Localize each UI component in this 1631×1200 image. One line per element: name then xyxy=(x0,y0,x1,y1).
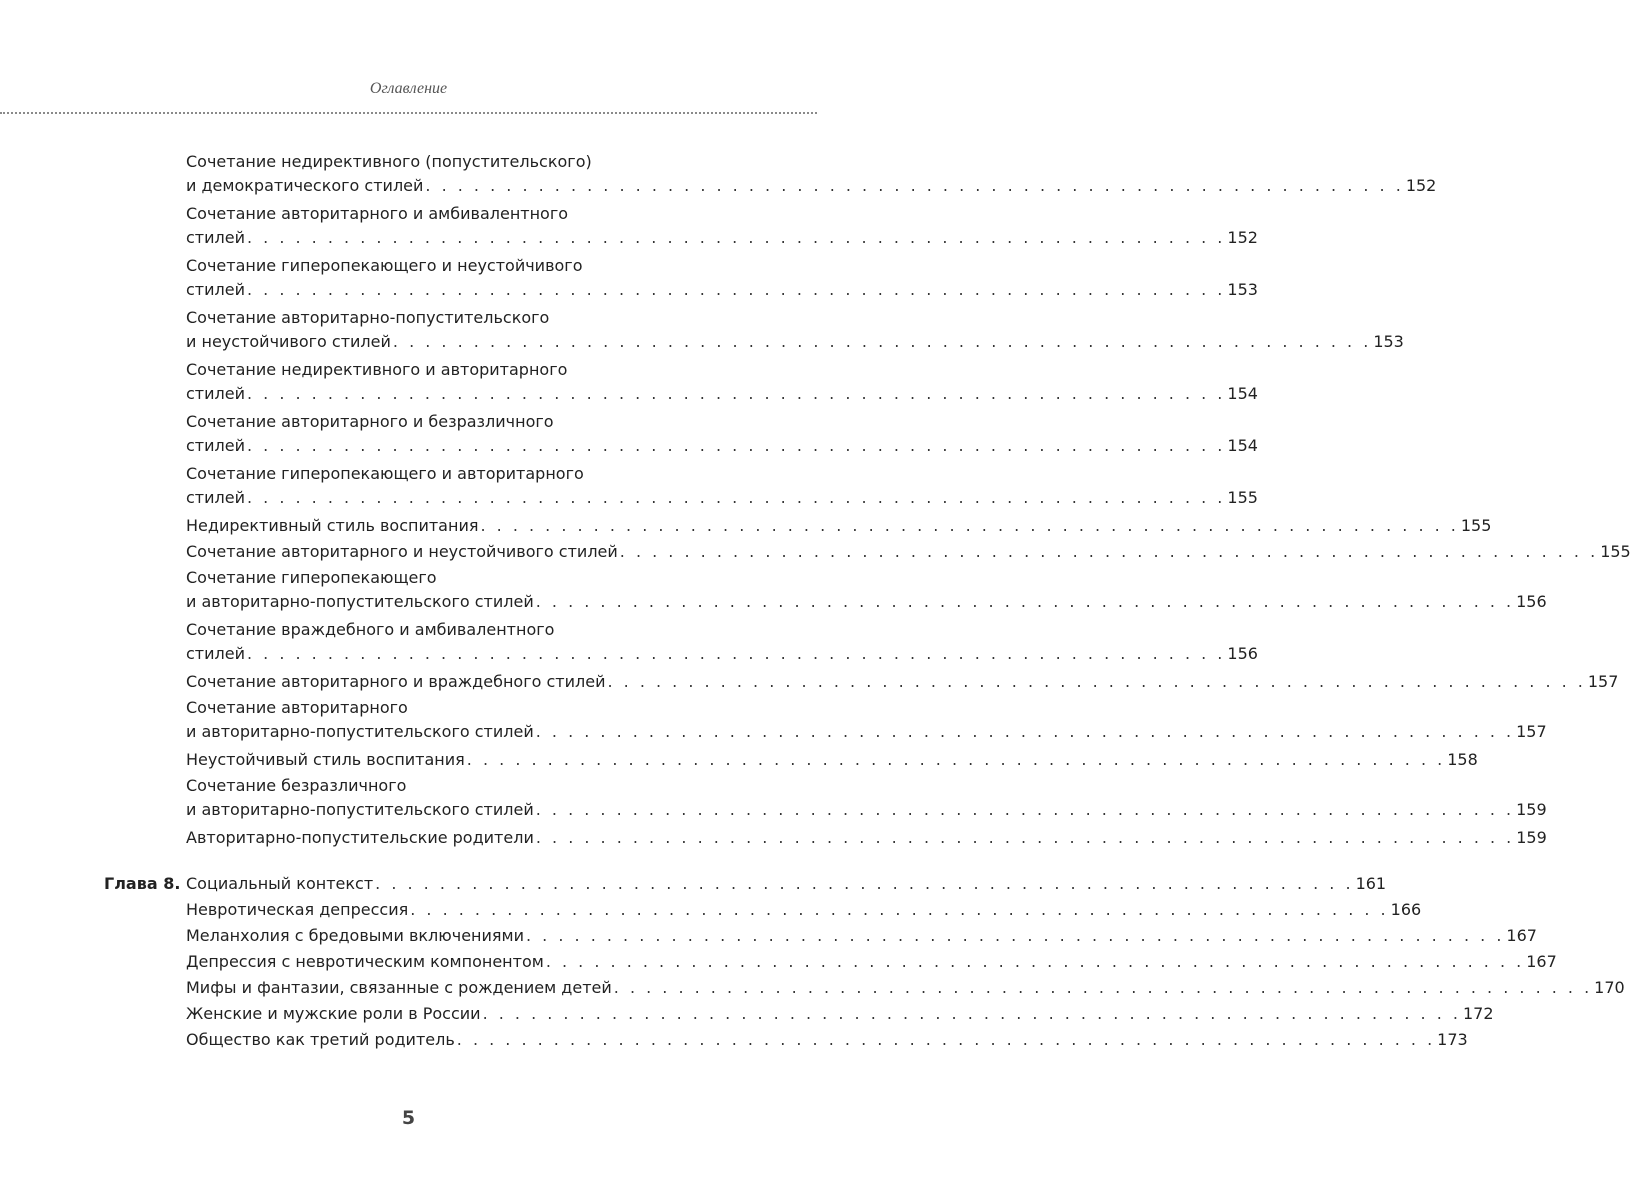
dot-leader: . . . . . . . . . . . . . . . . . . . . . . . . . . . . . . . . . . . . . . . . . . . . . . . . . . . . . . . . . . . . . xyxy=(246,384,1226,403)
toc-entry[interactable] xyxy=(186,254,1258,302)
toc-page-number: 152 xyxy=(1405,176,1437,195)
toc-entry-title-line2: стилей xyxy=(186,488,245,507)
dot-leader: . . . . . . . . . . . . . . . . . . . . . . . . . . . . . . . . . . . . . . . . . . . . . . . . . . . . . . . . . . . . . xyxy=(246,436,1226,455)
toc-page-number: 154 xyxy=(1227,436,1258,455)
toc-entry[interactable] xyxy=(186,306,1404,354)
toc-entry-title-line1: Сочетание гиперопекающего xyxy=(186,568,437,587)
toc-entry-title: Неустойчивый стиль воспитания xyxy=(186,750,465,769)
dot-leader: . . . . . . . . . . . . . . . . . . . . . . . . . . . . . . . . . . . . . . . . . . . . . . . . . . . . . . . . . . . . . xyxy=(535,828,1515,847)
dot-leader: . . . . . . . . . . . . . . . . . . . . . . . . . . . . . . . . . . . . . . . . . . . . . . . . . . . . . . . . . . . . . xyxy=(375,874,1354,893)
toc-entry-title: Социальный контекст xyxy=(186,874,374,893)
toc-entry-title: Мифы и фантазии, связанные с рождением детей xyxy=(186,978,612,997)
toc-page-number: 153 xyxy=(1227,280,1258,299)
toc-page-number: 172 xyxy=(1462,1004,1494,1023)
toc-page-number: 154 xyxy=(1227,384,1258,403)
dot-leader: . . . . . . . . . . . . . . . . . . . . . . . . . . . . . . . . . . . . . . . . . . . . . . . . . . . . . . . . . . . . . xyxy=(246,644,1226,663)
toc-page-number: 156 xyxy=(1516,592,1547,611)
toc-entry-title-line2: и авторитарно-попустительского стилей xyxy=(186,592,534,611)
toc-entry-title-line2: стилей xyxy=(186,228,245,247)
toc-entry-title-line2: стилей xyxy=(186,644,245,663)
toc-entry[interactable] xyxy=(186,514,1492,538)
toc-entry-title-line1: Сочетание недирективного (попустительского) xyxy=(186,152,592,171)
toc-entry-title-line1: Сочетание гиперопекающего и авторитарного xyxy=(186,464,584,483)
toc-entry-title-line2: стилей xyxy=(186,436,245,455)
toc-entry-title: Авторитарно-попустительские родители xyxy=(186,828,534,847)
toc-entry-title-line2: и авторитарно-попустительского стилей xyxy=(186,722,534,741)
toc-entry[interactable] xyxy=(186,150,1437,198)
chapter-label: Глава 8. xyxy=(104,874,181,893)
toc-entry[interactable] xyxy=(186,696,1547,744)
dot-leader: . . . . . . . . . . . . . . . . . . . . . . . . . . . . . . . . . . . . . . . . . . . . . . . . . . . . . . . . . . . . . xyxy=(535,722,1515,741)
dot-leader: . . . . . . . . . . . . . . . . . . . . . . . . . . . . . . . . . . . . . . . . . . . . . . . . . . . . . . . . . . . . . xyxy=(466,750,1446,769)
toc-entry-title-line1: Сочетание враждебного и амбивалентного xyxy=(186,620,555,639)
toc-entry-title: Недирективный стиль воспитания xyxy=(186,516,479,535)
dot-leader: . . . . . . . . . . . . . . . . . . . . . . . . . . . . . . . . . . . . . . . . . . . . . . . . . . . . . . . . . . . . . xyxy=(410,900,1389,919)
toc-entry-title-line1: Сочетание безразличного xyxy=(186,776,407,795)
toc-entry-title-line1: Сочетание гиперопекающего и неустойчивого xyxy=(186,256,583,275)
toc-entry[interactable] xyxy=(186,358,1258,406)
toc-entry-title-line2: стилей xyxy=(186,280,245,299)
running-head: Оглавление xyxy=(369,80,448,97)
toc-entry[interactable] xyxy=(186,462,1258,510)
page-number: 5 xyxy=(401,1107,416,1129)
toc-entry-title-line2: стилей xyxy=(186,384,245,403)
toc-page-number: 157 xyxy=(1516,722,1547,741)
toc-entry-title-line1: Сочетание авторитарного и безразличного xyxy=(186,412,554,431)
toc-entry-title-line1: Сочетание авторитарного xyxy=(186,698,408,717)
toc-page-number: 167 xyxy=(1506,926,1537,945)
toc-page-number: 170 xyxy=(1594,978,1625,997)
toc-page-number: 155 xyxy=(1460,516,1492,535)
toc-entry-title-line1: Сочетание недирективного и авторитарного xyxy=(186,360,568,379)
toc-entry-title: Меланхолия с бредовыми включениями xyxy=(186,926,524,945)
toc-page-number: 166 xyxy=(1390,900,1422,919)
toc-page-number: 156 xyxy=(1227,644,1258,663)
dot-leader: . . . . . . . . . . . . . . . . . . . . . . . . . . . . . . . . . . . . . . . . . . . . . . . . . . . . . . . . . . . . . xyxy=(425,176,1404,195)
dot-leader: . . . . . . . . . . . . . . . . . . . . . . . . . . . . . . . . . . . . . . . . . . . . . . . . . . . . . . . . . . . . . xyxy=(246,228,1226,247)
table-of-contents xyxy=(0,150,1631,1054)
toc-page-number: 158 xyxy=(1447,750,1478,769)
toc-entry[interactable] xyxy=(186,774,1547,822)
dot-leader: . . . . . . . . . . . . . . . . . . . . . . . . . . . . . . . . . . . . . . . . . . . . . . . . . . . . . . . . . . . . . xyxy=(535,592,1515,611)
toc-page-number: 152 xyxy=(1227,228,1258,247)
toc-entry-title: Сочетание авторитарного и неустойчивого стилей xyxy=(186,542,618,561)
toc-page-number: 155 xyxy=(1600,542,1631,561)
toc-page-number: 157 xyxy=(1587,672,1619,691)
dotted-rule xyxy=(0,112,817,114)
dot-leader: . . . . . . . . . . . . . . . . . . . . . . . . . . . . . . . . . . . . . . . . . . . . . . . . . . . . . . . . . . . . . xyxy=(456,1030,1436,1049)
toc-entry[interactable] xyxy=(186,566,1547,614)
toc-page-number: 167 xyxy=(1526,952,1557,971)
dot-leader: . . . . . . . . . . . . . . . . . . . . . . . . . . . . . . . . . . . . . . . . . . . . . . . . . . . . . . . . . . . . . xyxy=(619,542,1599,561)
toc-entry[interactable] xyxy=(186,826,1547,850)
toc-entry[interactable] xyxy=(186,1028,1468,1052)
toc-entry[interactable] xyxy=(186,618,1258,666)
dot-leader: . . . . . . . . . . . . . . . . . . . . . . . . . . . . . . . . . . . . . . . . . . . . . . . . . . . . . . . . . . . . . xyxy=(545,952,1525,971)
toc-chapter-entry[interactable] xyxy=(104,872,1387,896)
toc-entry-title-line1: Сочетание авторитарно-попустительского xyxy=(186,308,550,327)
toc-entry[interactable] xyxy=(186,202,1258,250)
toc-entry[interactable] xyxy=(186,1002,1494,1026)
toc-entry-title: Депрессия с невротическим компонентом xyxy=(186,952,544,971)
dot-leader: . . . . . . . . . . . . . . . . . . . . . . . . . . . . . . . . . . . . . . . . . . . . . . . . . . . . . . . . . . . . . xyxy=(613,978,1593,997)
toc-page-number: 159 xyxy=(1516,828,1547,847)
toc-entry-title: Женские и мужские роли в России xyxy=(186,1004,481,1023)
toc-entry[interactable] xyxy=(186,540,1631,564)
toc-entry[interactable] xyxy=(186,748,1478,772)
toc-entry[interactable] xyxy=(186,976,1625,1000)
toc-entry[interactable] xyxy=(186,898,1422,922)
toc-page-number: 155 xyxy=(1227,488,1258,507)
toc-entry[interactable] xyxy=(186,924,1537,948)
toc-page-number: 173 xyxy=(1437,1030,1468,1049)
dot-leader: . . . . . . . . . . . . . . . . . . . . . . . . . . . . . . . . . . . . . . . . . . . . . . . . . . . . . . . . . . . . . xyxy=(480,516,1459,535)
toc-entry-title-line1: Сочетание авторитарного и амбивалентного xyxy=(186,204,569,223)
dot-leader: . . . . . . . . . . . . . . . . . . . . . . . . . . . . . . . . . . . . . . . . . . . . . . . . . . . . . . . . . . . . . xyxy=(607,672,1586,691)
toc-entry-title-line2: и демократического стилей xyxy=(186,176,424,195)
dot-leader: . . . . . . . . . . . . . . . . . . . . . . . . . . . . . . . . . . . . . . . . . . . . . . . . . . . . . . . . . . . . . xyxy=(482,1004,1461,1023)
dot-leader: . . . . . . . . . . . . . . . . . . . . . . . . . . . . . . . . . . . . . . . . . . . . . . . . . . . . . . . . . . . . . xyxy=(246,488,1226,507)
dot-leader: . . . . . . . . . . . . . . . . . . . . . . . . . . . . . . . . . . . . . . . . . . . . . . . . . . . . . . . . . . . . . xyxy=(246,280,1226,299)
section-gap xyxy=(0,852,817,872)
toc-entry-title-line2: и авторитарно-попустительского стилей xyxy=(186,800,534,819)
dot-leader: . . . . . . . . . . . . . . . . . . . . . . . . . . . . . . . . . . . . . . . . . . . . . . . . . . . . . . . . . . . . . xyxy=(392,332,1372,351)
toc-entry-title: Общество как третий родитель xyxy=(186,1030,455,1049)
toc-entry-title: Невротическая депрессия xyxy=(186,900,409,919)
toc-entry[interactable] xyxy=(186,670,1619,694)
toc-entry[interactable] xyxy=(186,950,1557,974)
dot-leader: . . . . . . . . . . . . . . . . . . . . . . . . . . . . . . . . . . . . . . . . . . . . . . . . . . . . . . . . . . . . . xyxy=(526,926,1505,945)
toc-page-number: 159 xyxy=(1516,800,1547,819)
toc-page-number: 161 xyxy=(1355,874,1387,893)
toc-entry-title: Сочетание авторитарного и враждебного стилей xyxy=(186,672,606,691)
dot-leader: . . . . . . . . . . . . . . . . . . . . . . . . . . . . . . . . . . . . . . . . . . . . . . . . . . . . . . . . . . . . . xyxy=(535,800,1515,819)
toc-entry-title-line2: и неустойчивого стилей xyxy=(186,332,391,351)
toc-page-number: 153 xyxy=(1373,332,1404,351)
toc-entry[interactable] xyxy=(186,410,1258,458)
